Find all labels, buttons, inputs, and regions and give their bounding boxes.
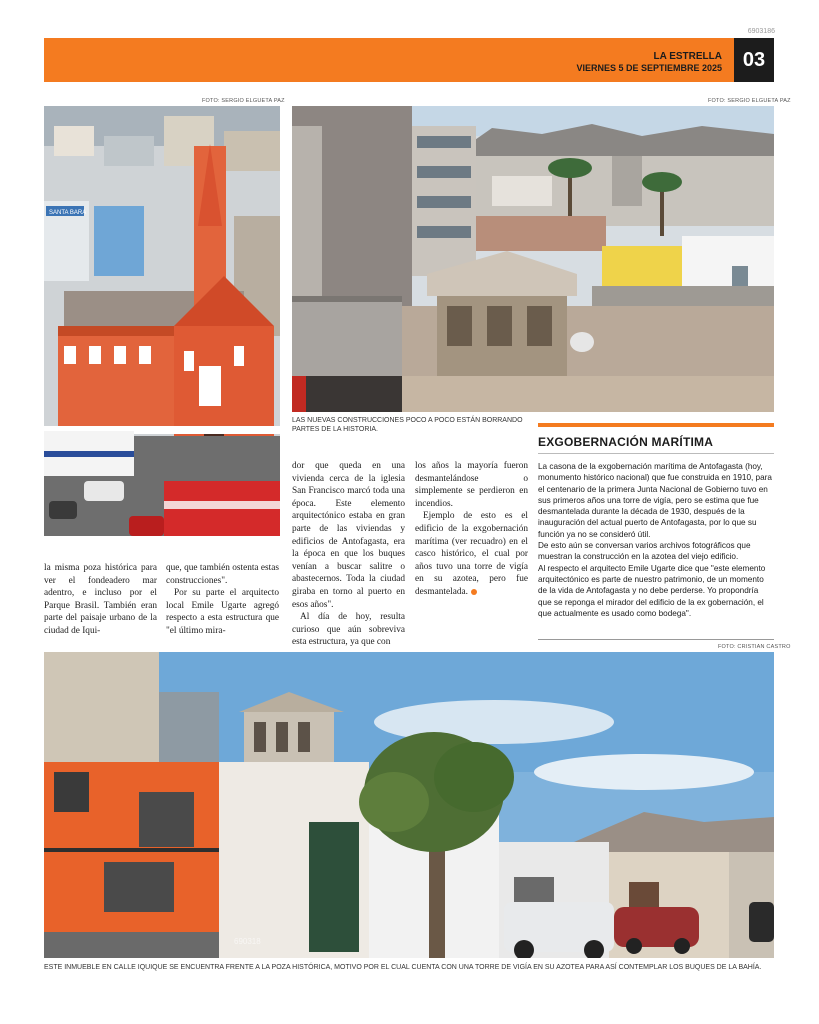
- page-reference-id: 6903186: [747, 28, 775, 35]
- rooftop-photo: [292, 106, 774, 412]
- page-number: 03: [734, 38, 774, 82]
- article-paragraph: dor que queda en una vivienda cerca de la iglesia San Francisco marcó toda una época. Este elemento arquitectónico estaba en gran parte de las viviendas y edificios de Antofagasta, era la época en que los buques venían a buscar salitre o abastecernos. Toda la ciudad giraba en torno al puerto en esos años".: [292, 461, 405, 610]
- article-paragraph: que, que también ostenta estas construcciones".: [166, 563, 279, 586]
- shop-sign-text: SANTA BARA: [49, 210, 87, 216]
- sidebar-body: [538, 461, 774, 619]
- photo-credit-bottom: FOTO: CRISTIAN CASTRO: [718, 644, 791, 650]
- article-paragraph: la misma poza histórica para ver el fondeadero mar adentro, e incluso por el Parque Brasil. También eran parte del paisaje urbano de la ciudad de Iqui-: [44, 563, 157, 636]
- article-column-1: [44, 562, 157, 638]
- photo-watermark-text: 690318: [234, 937, 261, 946]
- article-paragraph: [415, 510, 528, 598]
- publication-date: VIERNES 5 DE SEPTIEMBRE 2025: [576, 63, 722, 73]
- publication-name: LA ESTRELLA: [653, 51, 722, 62]
- photo-credit-top-left: FOTO: SERGIO ELGUETA PAZ: [202, 98, 285, 104]
- article-closing-text: Ejemplo de esto es el edificio de la exgobernación marítima (ver recuadro) en el casco histórico, el cual por años tuvo una torre de vigía en su azotea, pero fue desmantelada.: [415, 511, 528, 597]
- top-photo-caption: LAS NUEVAS CONSTRUCCIONES POCO A POCO ESTÁN BORRANDO PARTES DE LA HISTORIA.: [292, 417, 523, 434]
- article-paragraph: Por su parte el arquitecto local Emile Ugarte agregó respecto a esta estructura que "el último mira-: [166, 588, 279, 636]
- article-paragraph: los años la mayoría fueron desmantelándose o simplemente se perdieron en incendios.: [415, 461, 528, 509]
- sidebar-paragraph: La casona de la exgobernación marítima de Antofagasta (hoy, monumento histórico nacional) que fue construida en 1910, para el centenario de la primera Junta Nacional de Gobierno tuvo en sus primeros años una torre de vigía, pero se estima que fue desmantelada durante la década de 1930, después de la inauguración del actual puerto de Antofagasta, por lo que su función ya no se consideró útil.: [538, 462, 772, 539]
- header-bar: [44, 38, 734, 82]
- photo-credit-top-right: FOTO: SERGIO ELGUETA PAZ: [708, 98, 791, 104]
- sidebar-accent-rule: [538, 423, 774, 427]
- street-house-photo: [44, 652, 774, 958]
- article-column-2: [166, 562, 279, 638]
- article-paragraph: Al día de hoy, resulta curioso que aún sobreviva esta estructura, ya que con: [292, 612, 405, 648]
- end-of-article-icon: [471, 589, 477, 595]
- sidebar-divider: [538, 453, 774, 454]
- article-column-3: [292, 460, 405, 649]
- article-column-4: [415, 460, 528, 599]
- sidebar-paragraph: De esto aún se conversan varios archivos fotográficos que muestran la construcción en la azotea del viejo edificio.: [538, 541, 751, 562]
- bottom-photo-caption: ESTE INMUEBLE EN CALLE IQUIQUE SE ENCUENTRA FRENTE A LA POZA HISTÓRICA, MOTIVO POR EL CUAL CUENTA CON UNA TORRE DE VIGÍA EN SU AZOTEA PARA ASÍ CONTEMPLAR LOS BUQUES DE LA BAHÍA.: [44, 964, 762, 971]
- sidebar-bottom-rule: [538, 639, 774, 640]
- church-photo: [44, 106, 280, 536]
- sidebar-paragraph: Al respecto el arquitecto Emile Ugarte dice que "este elemento arquitectónico es parte de nuestro patrimonio, de un momento de la vida de Antofagasta y no debe perderse. Yo propondría que se reponga el mirador del edificio de la ex gobernación, el que actualmente es usado como bodega".: [538, 563, 766, 618]
- sidebar-title: EXGOBERNACIÓN MARÍTIMA: [538, 435, 714, 449]
